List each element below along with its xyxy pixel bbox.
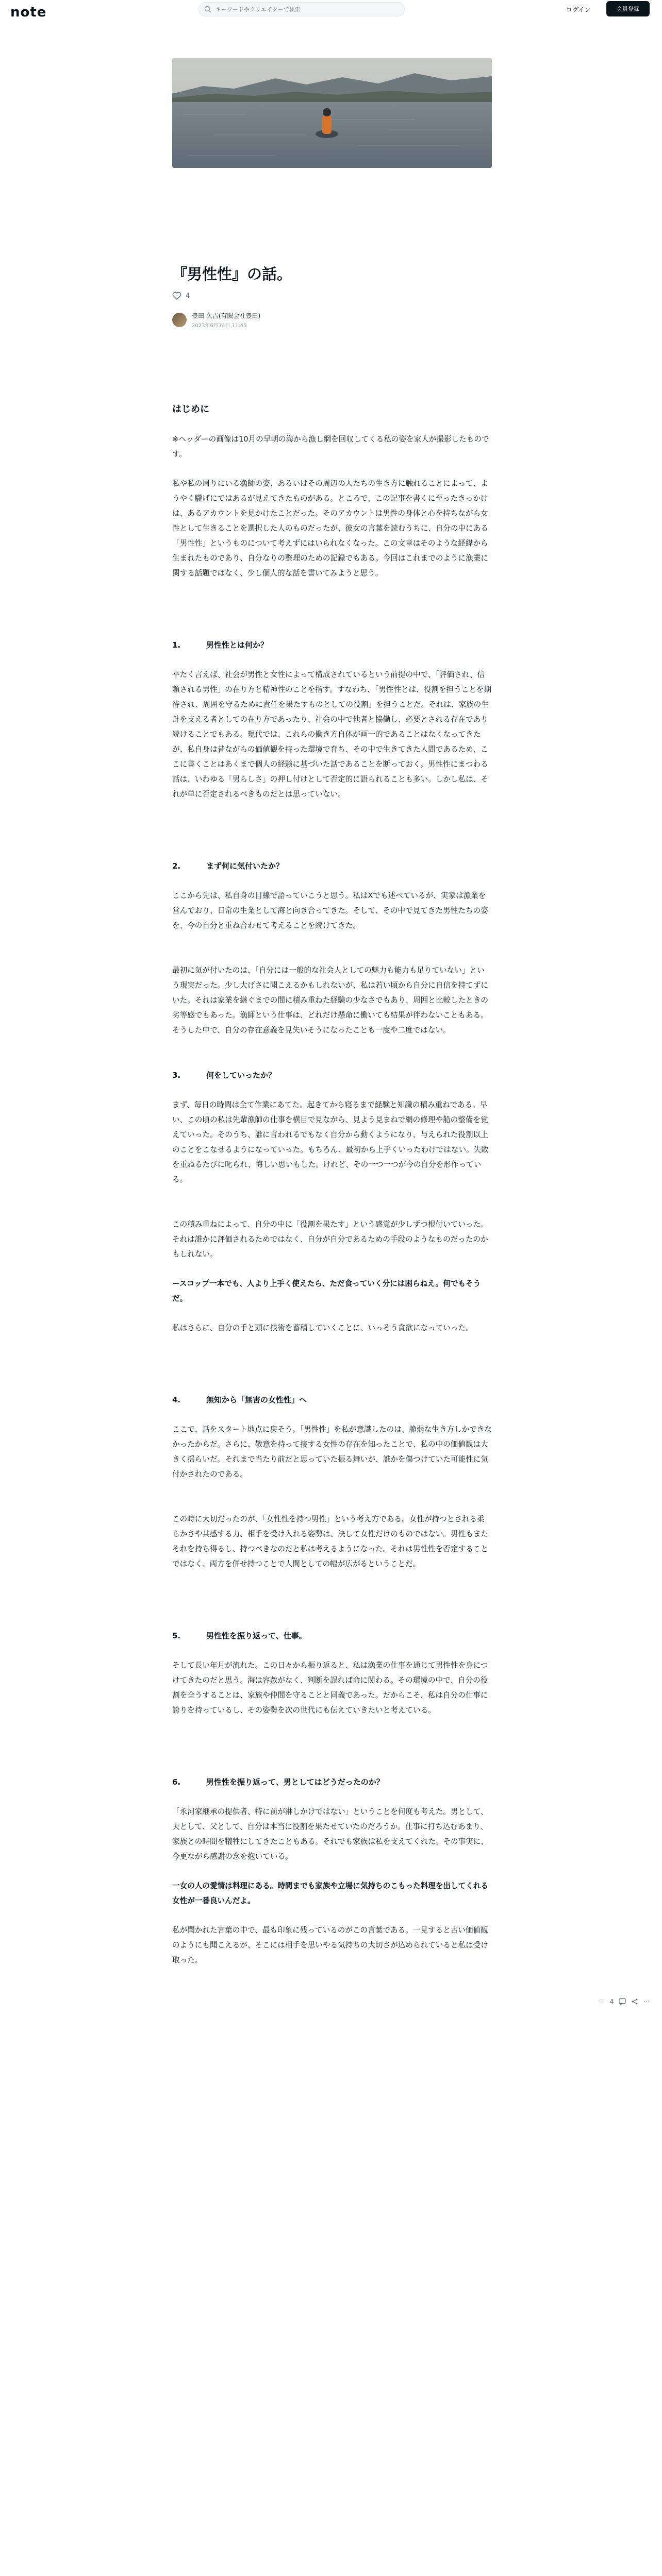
- note-logo[interactable]: note: [10, 5, 47, 20]
- author-block[interactable]: [172, 311, 260, 329]
- floating-like-count: 4: [609, 1998, 614, 2005]
- register-button[interactable]: 会員登録: [606, 1, 650, 16]
- hero-image: [172, 58, 492, 168]
- sea-photo: [172, 58, 492, 168]
- section-heading-4: 4. 無知から「無害の女性性」へ: [172, 1395, 307, 1404]
- paragraph: ここで、話をスタート地点に戻そう。「男性性」を私が意識したのは、脆弱な生き方しかできなかったからだ。さらに、敬意を持って接する女性の存在を知ったことで、私の中の価値観は大きく揺らいだ。それまで当たり前だと思っていた振る舞いが、誰かを傷つけていた可能性に気付かされたのである。: [172, 1425, 492, 1479]
- avatar[interactable]: [172, 313, 187, 327]
- section-heading-5: 5. 男性性を振り返って、仕事。: [172, 1631, 307, 1640]
- floating-heart-icon[interactable]: ♡: [599, 1998, 605, 2005]
- section-heading-3: 3. 何をしていったか？: [172, 1071, 276, 1080]
- paragraph: そして長い年月が流れた。この日々から振り返ると、私は漁業の仕事を通じて男性性を身につけてきたのだと思う。海は容赦がなく、判断を誤れば命に関わる。その環境の中で、自分の役割を全うすることは、家族や仲間を守ることと同義であった。だからこそ、私は自分の仕事に誇りを持っているし、その姿勢を次の世代にも伝えていきたいと考えている。: [172, 1661, 488, 1715]
- like-count: 4: [186, 292, 190, 300]
- top-bar: [0, 0, 662, 25]
- paragraph: ※ヘッダーの画像は10月の早朝の海から漁し網を回収してくる私の姿を家人が撮影したものです。: [172, 435, 489, 459]
- paragraph: この時に大切だったのが、「女性性を持つ男性」という考え方である。女性が持つとされる柔らかさや共感する力、相手を受け入れる姿勢は、決して女性だけのものではない。男性もまたそれを持ち得るし、持つべきなのだと私は考えるようになった。それは男性性を否定することではなく、両方を併せ持つことで人間としての幅が広がるということだ。: [172, 1515, 488, 1568]
- comment-icon[interactable]: [619, 1998, 626, 2005]
- paragraph: 私や私の周りにいる漁師の姿、あるいはその周辺の人たちの生き方に触れることによって、ようやく朧げにではあるが見えてきたものがある。ところで、この記事を書くに至ったきっかけは、あるアカウントを見かけたことだった。そのアカウントは男性の身体と心を持ちながら女性として生きることを選択した人のものだったが、彼女の言葉を読むうちに、自分の中にある「男性性」というものについて考えずにはいられなくなった。この文章はそのような経緯から生まれたものであり、自分なりの整理のための記録でもある。今回はこれまでのように漁業に関する話題ではなく、少し個人的な話を書いてみようと思う。: [172, 479, 488, 578]
- search-input[interactable]: [216, 6, 391, 13]
- section-heading-6: 6. 男性性を振り返って、男としてはどうだったのか？: [172, 1777, 384, 1787]
- search-box[interactable]: [198, 2, 405, 16]
- paragraph: 私はさらに、自分の手と頭に技術を蓄積していくことに、いっそう貪欲になっていった。: [172, 1324, 473, 1332]
- quote-bold: ースコップ一本でも、人より上手く使えたら、ただ食っていく分には困らねえ。何でもそうだ。: [172, 1279, 481, 1303]
- paragraph: 平たく言えば、社会が男性と女性によって構成されているという前提の中で、「評価され、信頼される男性」の在り方と精神性のことを指す。すなわち、「男性性とは、役割を担うことを期待され、周囲を守るために責任を果たすものとしての役割」を担うことだ。それは、家族の生計を支える者としての在り方であったり、社会の中で他者と協働し、必要とされる存在であり続けることでもある。現代では、これらの働き方自体が画一的であることはなくなってきたが、私自身は昔ながらの価値観を持った環境で育ち、その中で生きてきた人間であるため、ここに書くことはあくまで個人の経験に基づいた話であることを断っておく。男性性にまつわる話は、いわゆる「男らしさ」の押し付けとして否定的に語られることも多い。しかし私は、それが単に否定されるべきものだとは思っていない。: [172, 670, 492, 799]
- heart-icon[interactable]: [172, 292, 181, 300]
- post-date: 2023年6月14日 11:45: [192, 323, 247, 329]
- paragraph: この積み重ねによって、自分の中に「役割を果たす」という感覚が少しずつ根付いていった。それは誰かに評価されるためではなく、自分が自分であるための手段のようなものだったのかもしれない。: [172, 1220, 488, 1259]
- paragraph: 私が聞かれた言葉の中で、最も印象に残っているのがこの言葉である。一見すると古い価値観のようにも聞こえるが、そこには相手を思いやる気持ちの大切さが込められていると私は受け取った。: [172, 1926, 488, 1964]
- search-icon: [204, 6, 211, 13]
- paragraph: ここから先は、私自身の目線で語っていこうと思う。私はXでも述べているが、実家は漁業を営んでおり、日常の生業として海と向き合ってきた。そして、その中で見てきた男性たちの姿を、今の自分と重ね合わせて考えることを続けてきた。: [172, 891, 488, 930]
- paragraph: 最初に気が付いたのは、「自分には一般的な社会人としての魅力も能力も足りていない」という現実だった。少し大げさに聞こえるかもしれないが、私は若い頃から自分に自信を持てずにいた。それは家業を継ぐまでの間に積み重ねた経験の少なさでもあり、周囲と比較したときの劣等感でもあった。漁師という仕事は、どれだけ懸命に働いても結果が伴わないこともある。そうした中で、自分の存在意義を見失いそうになったことも一度や二度ではない。: [172, 966, 488, 1035]
- section-heading-intro: はじめに: [172, 404, 209, 415]
- author-name[interactable]: 豊田 久吉(有限会社豊田): [192, 312, 261, 319]
- paragraph: 「永河家継承の提供者、特に前が淋しかけではない」ということを何度も考えた。男として、夫として、父として、自分は本当に役割を果たせていたのだろうか。仕事に打ち込むあまり、家族との時間を犠牲にしてきたこともある。それでも家族は私を支えてくれた。その事実に、今更ながら感謝の念を抱いている。: [172, 1807, 488, 1861]
- floating-reaction-bar: [599, 1998, 650, 2005]
- article-like-row: [172, 292, 190, 300]
- section-heading-1: 1. 男性性とは何か？: [172, 640, 269, 650]
- article-title: 『男性性』の話。: [172, 265, 292, 283]
- login-link[interactable]: ログイン: [566, 6, 591, 13]
- more-icon[interactable]: ⋯: [643, 1998, 650, 2005]
- paragraph: まず、毎日の時間は全て作業にあてた。起きてから寝るまで経験と知識の積み重ねである。早い、この頃の私は先輩漁師の仕事を横目で見ながら、見よう見まねで網の修理や船の整備を覚えていった。そのうち、誰に言われるでもなく自分から動くようになり、与えられた役割以上のことをこなせるようになっていった。もちろん、最初から上手くいったわけではない。失敗を重ねるたびに叱られ、悔しい思いもした。けれど、その一つ一つが今の自分を形作っている。: [172, 1100, 489, 1184]
- article-body: [172, 402, 492, 1968]
- share-icon[interactable]: [631, 1998, 638, 2005]
- quote-bold: 一女の人の愛情は料理にある。時間までも家族や立場に気持ちのこもった料理を出してくれる女性が一番良いんだよ。: [172, 1882, 488, 1905]
- section-heading-2: 2. まず何に気付いたか？: [172, 861, 284, 871]
